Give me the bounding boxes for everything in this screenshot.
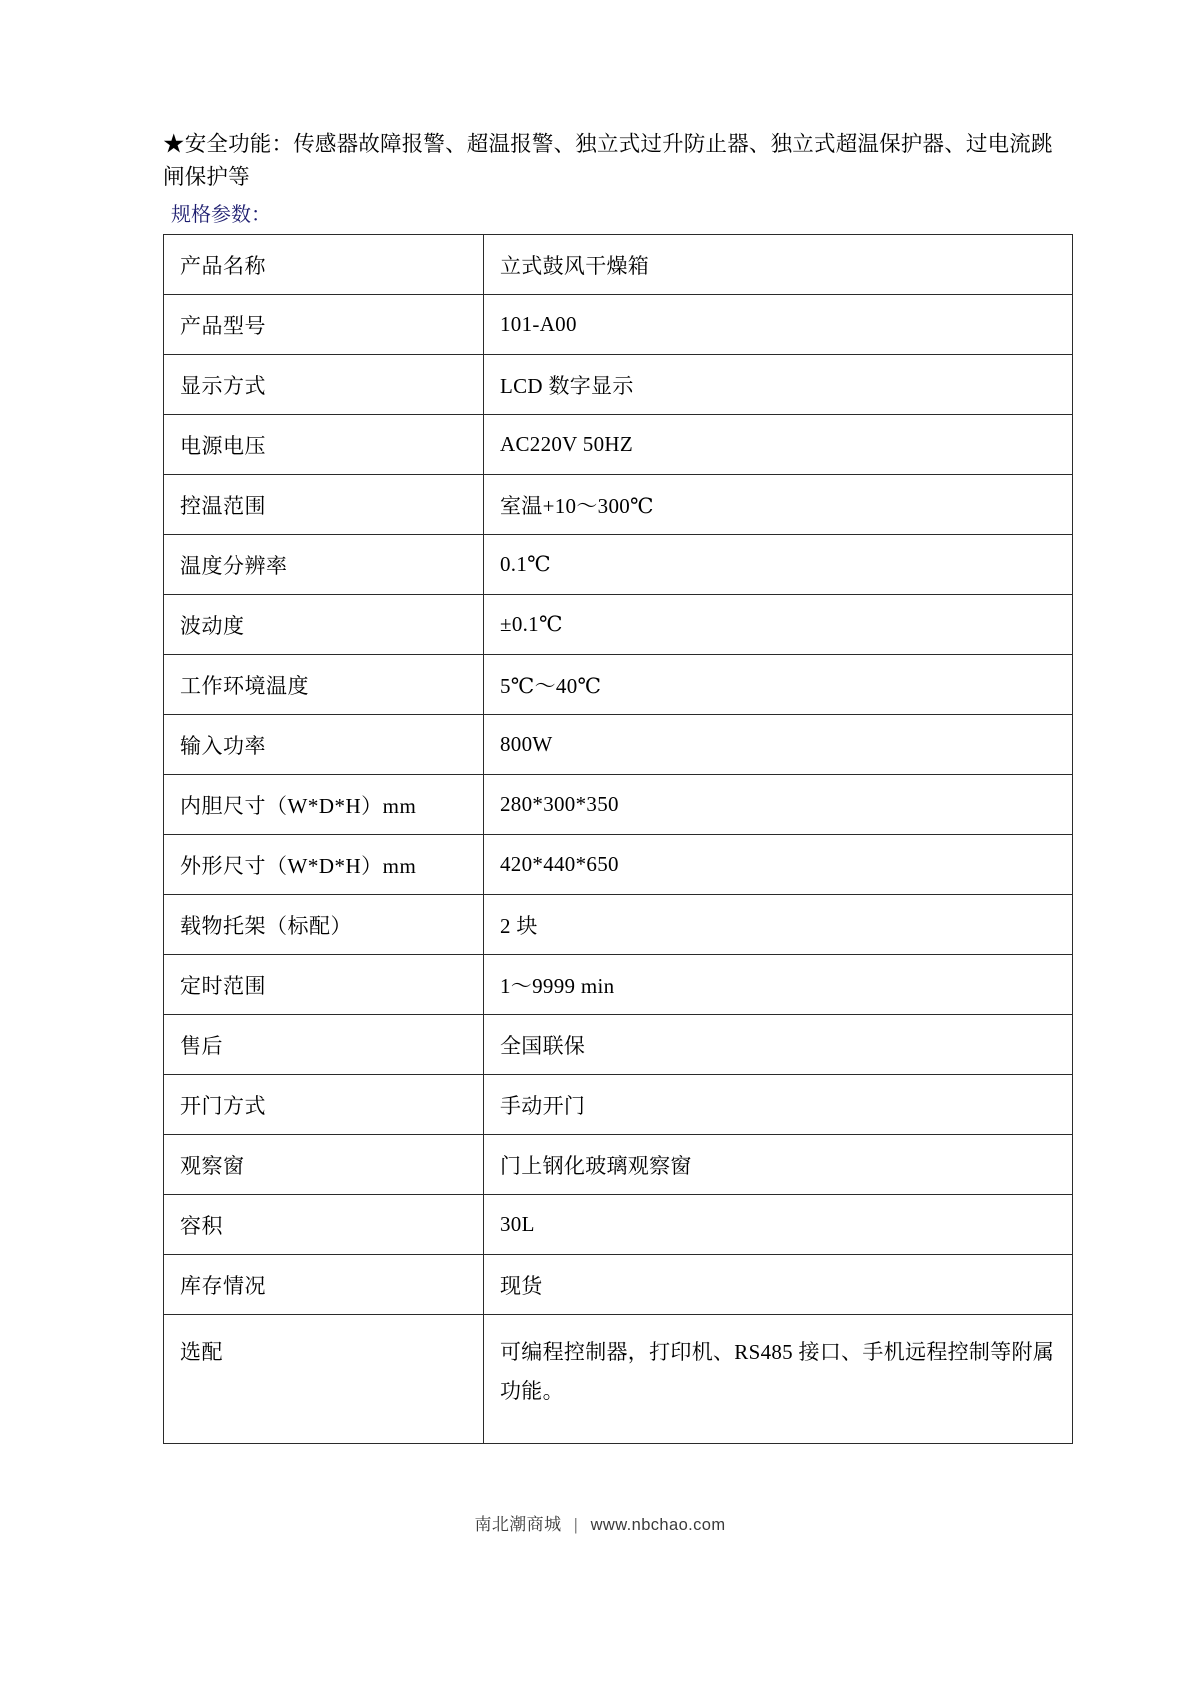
spec-value: 可编程控制器，打印机、RS485 接口、手机远程控制等附属功能。 (484, 1315, 1073, 1444)
spec-label: 售后 (164, 1015, 484, 1075)
table-row (164, 415, 1073, 475)
footer-url: www.nbchao.com (590, 1516, 726, 1534)
specifications-table-body (164, 235, 1073, 1444)
safety-features-heading: ★安全功能：传感器故障报警、超温报警、独立式过升防止器、独立式超温保护器、过电流跳闸保护等 (163, 132, 1053, 189)
spec-label: 温度分辨率 (164, 535, 484, 595)
spec-value: 门上钢化玻璃观察窗 (484, 1135, 1073, 1195)
specifications-table (163, 234, 1073, 1444)
spec-value: 现货 (484, 1255, 1073, 1315)
spec-label: 外形尺寸（W*D*H）mm (164, 835, 484, 895)
table-row (164, 1015, 1073, 1075)
table-row (164, 1075, 1073, 1135)
table-row (164, 775, 1073, 835)
spec-value: 1～9999 min (484, 955, 1073, 1015)
spec-value: 30L (484, 1195, 1073, 1255)
spec-label: 电源电压 (164, 415, 484, 475)
table-row (164, 235, 1073, 295)
spec-value: 手动开门 (484, 1075, 1073, 1135)
table-row (164, 595, 1073, 655)
table-row (164, 535, 1073, 595)
spec-value: 800W (484, 715, 1073, 775)
spec-label: 控温范围 (164, 475, 484, 535)
spec-label: 容积 (164, 1195, 484, 1255)
spec-value: 5℃～40℃ (484, 655, 1073, 715)
spec-label: 波动度 (164, 595, 484, 655)
table-row (164, 475, 1073, 535)
document-content (163, 128, 1073, 1444)
table-row (164, 1135, 1073, 1195)
spec-label: 输入功率 (164, 715, 484, 775)
table-row (164, 715, 1073, 775)
spec-value: 420*440*650 (484, 835, 1073, 895)
spec-section-title: 规格参数： (171, 204, 271, 226)
spec-label: 载物托架（标配） (164, 895, 484, 955)
spec-label: 工作环境温度 (164, 655, 484, 715)
spec-value: 室温+10～300℃ (484, 475, 1073, 535)
table-row (164, 955, 1073, 1015)
table-row (164, 1195, 1073, 1255)
spec-label: 显示方式 (164, 355, 484, 415)
table-row (164, 835, 1073, 895)
spec-label: 定时范围 (164, 955, 484, 1015)
spec-label: 库存情况 (164, 1255, 484, 1315)
footer-site-name: 南北潮商城 (474, 1515, 562, 1534)
spec-value: 全国联保 (484, 1015, 1073, 1075)
spec-value: 280*300*350 (484, 775, 1073, 835)
spec-label: 开门方式 (164, 1075, 484, 1135)
spec-value: ±0.1℃ (484, 595, 1073, 655)
spec-label: 选配 (164, 1315, 484, 1444)
footer-separator: | (574, 1515, 578, 1534)
table-row (164, 895, 1073, 955)
spec-value: AC220V 50HZ (484, 415, 1073, 475)
spec-value: 立式鼓风干燥箱 (484, 235, 1073, 295)
table-row (164, 295, 1073, 355)
page-footer (0, 1510, 1200, 1535)
spec-value: 2 块 (484, 895, 1073, 955)
spec-value: LCD 数字显示 (484, 355, 1073, 415)
table-row (164, 355, 1073, 415)
table-row (164, 655, 1073, 715)
table-row (164, 1315, 1073, 1444)
spec-label: 产品名称 (164, 235, 484, 295)
table-row (164, 1255, 1073, 1315)
spec-value: 101-A00 (484, 295, 1073, 355)
spec-label: 观察窗 (164, 1135, 484, 1195)
spec-label: 产品型号 (164, 295, 484, 355)
spec-value: 0.1℃ (484, 535, 1073, 595)
spec-label: 内胆尺寸（W*D*H）mm (164, 775, 484, 835)
